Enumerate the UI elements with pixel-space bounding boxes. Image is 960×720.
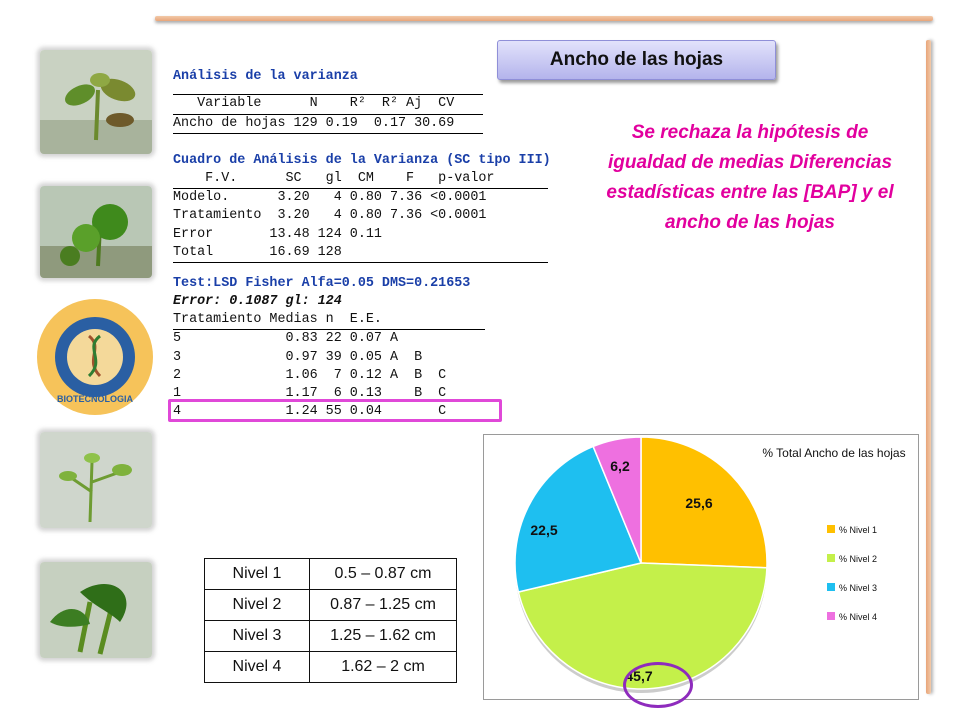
plant-photo-4 [40,562,152,658]
highlight-treatment-4 [168,399,502,422]
top-decorative-bar [155,16,933,21]
range-cell: 1.62 – 2 cm [310,652,457,683]
range-cell: 0.87 – 1.25 cm [310,590,457,621]
plant-photo-1 [40,50,152,154]
anova-table-row: Tratamiento 3.20 4 0.80 7.36 <0.0001 [173,208,487,224]
pie-chart-svg [484,435,918,699]
legend-swatch [827,583,835,591]
table-row [205,559,457,590]
lsd-test-line: Test:LSD Fisher Alfa=0.05 DMS=0.21653 [173,275,471,291]
right-decorative-bar [926,40,931,694]
legend-swatch [827,525,835,533]
pie-chart [483,434,919,700]
legend-entry: % Nivel 4 [839,612,878,622]
conclusion-text: Se rechaza la hipótesis de igualdad de medias Diferencias estadísticas entre las [BAP] y el ancho de las hojas [606,122,894,233]
lsd-error-line: Error: 0.1087 gl: 124 [173,294,342,310]
legend-swatch [827,612,835,620]
chart-title: % Total Ancho de las hojas [762,446,906,460]
slide-title: Ancho de las hojas [497,40,776,80]
table-row [205,621,457,652]
anova-table-row: Modelo. 3.20 4 0.80 7.36 <0.0001 [173,190,487,206]
plant-photo-2 [40,186,152,278]
anova-summary-row: Ancho de hojas 129 0.19 0.17 30.69 [173,115,455,131]
plant-photo-3 [40,432,152,528]
anova-table-row: Error 13.48 124 0.11 [173,226,382,242]
biotech-lab-logo [34,296,156,418]
legend-entry: % Nivel 2 [839,554,878,564]
legend-entry: % Nivel 1 [839,525,878,535]
table-row [205,590,457,621]
anova-title: Análisis de la varianza [173,69,358,85]
pie-data-label: 25,6 [685,495,713,511]
levels-table [204,558,457,683]
legend-swatch [827,554,835,562]
anova-summary-header: Variable N R² R² Aj CV [173,96,455,112]
pie-data-label: 6,2 [610,458,630,474]
lsd-row: 4 1.24 55 0.04 C [173,404,447,420]
pie-data-label: 45,7 [625,668,653,684]
anova-output [173,50,603,441]
table-row [205,652,457,683]
level-cell: Nivel 2 [205,590,310,621]
level-cell: Nivel 3 [205,621,310,652]
lsd-row: 1 1.17 6 0.13 B C [173,386,447,402]
anova-table-row: Total 16.69 128 [173,244,342,260]
svg-text:BIOTECNOLOGIA: BIOTECNOLOGIA [57,394,133,404]
level-cell: Nivel 1 [205,559,310,590]
pie-data-label: 22,5 [530,522,558,538]
level-cell: Nivel 4 [205,652,310,683]
lsd-header: Tratamiento Medias n E.E. [173,312,382,328]
range-cell: 0.5 – 0.87 cm [310,559,457,590]
lsd-row: 2 1.06 7 0.12 A B C [173,367,447,383]
anova-table-header: F.V. SC gl CM F p-valor [173,170,495,186]
lsd-row: 3 0.97 39 0.05 A B [173,349,423,365]
range-cell: 1.25 – 1.62 cm [310,621,457,652]
anova-table-title: Cuadro de Análisis de la Varianza (SC tipo III) [173,152,551,168]
highlight-ring [623,662,693,708]
legend-entry: % Nivel 3 [839,583,878,593]
lsd-row: 5 0.83 22 0.07 A [173,331,398,347]
